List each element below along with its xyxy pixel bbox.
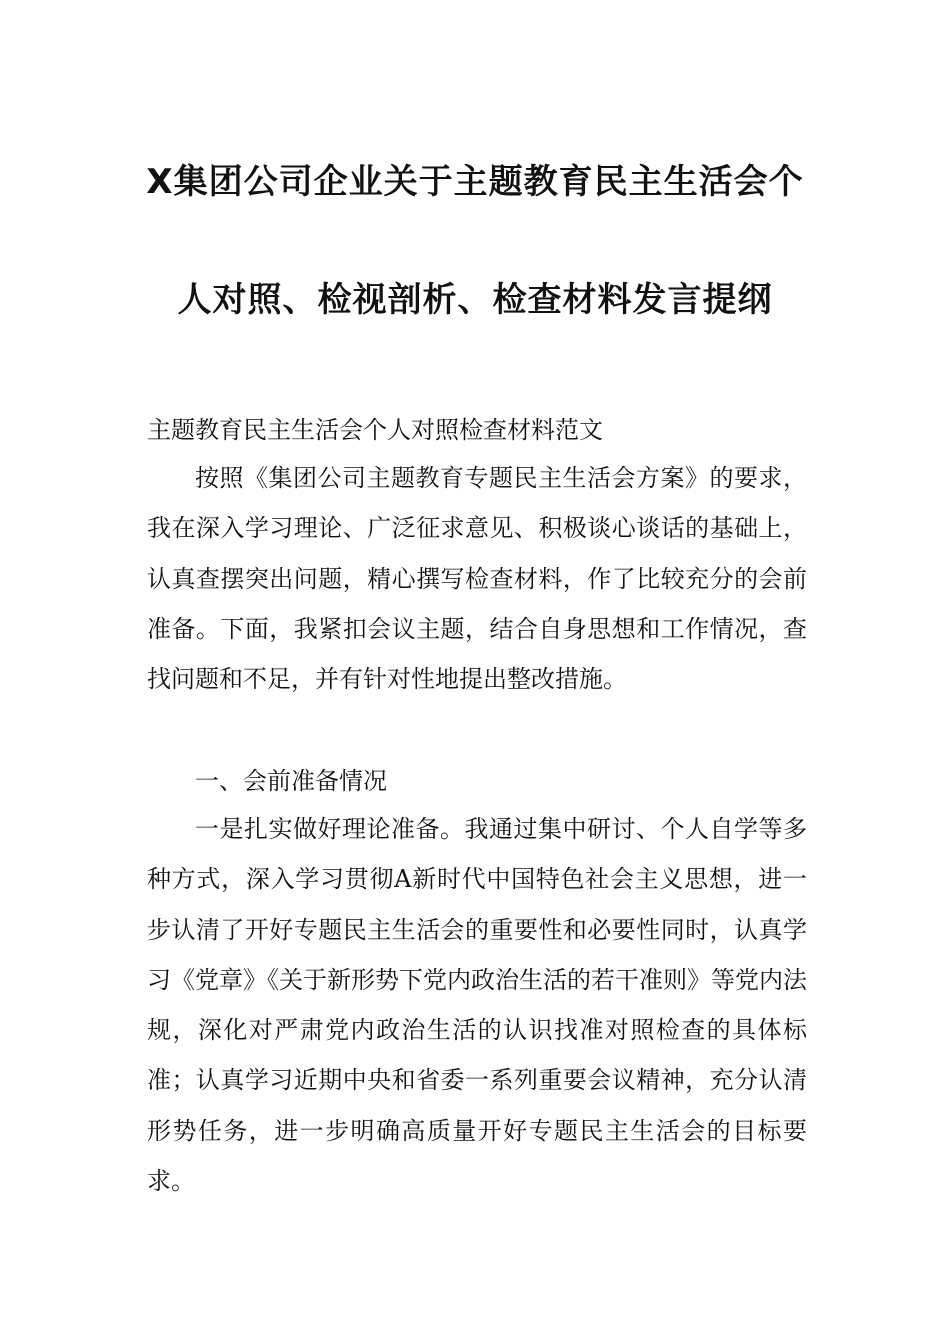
paragraph-intro-text: 按照《集团公司主题教育专题民主生活会方案》的要求，我在深入学习理论、广泛征求意见、积极谈心谈话的基础上，认真查摆突出问题，精心撰写检查材料，作了比较充分的会前准备。下面，我紧扣会议主题，结合自身思想和工作情况，查找问题和不足，并有针对性地提出整改措施。 (147, 464, 807, 694)
section-heading-text: 一、会前准备情况 (195, 767, 387, 795)
paragraph-theory-preparation (147, 804, 807, 1206)
paragraph-theory-preparation-text: 一是扎实做好理论准备。我通过集中研讨、个人自学等多种方式，深入学习贯彻A新时代中国特色社会主义思想，进一步认清了开好专题民主生活会的重要性和必要性同时，认真学习《党章》《关于新形势下党内政治生活的若干准则》等党内法规，深化对严肃党内政治生活的认识找准对照检查的具体标准；认真学习近期中央和省委一系列重要会议精神，充分认清形势任务，进一步明确高质量开好专题民主生活会的目标要求。 (147, 815, 807, 1196)
section-heading (147, 756, 807, 806)
document-title-line-1: X集团公司企业关于主题教育民主生活会个 (146, 162, 804, 202)
paragraph-intro (147, 453, 807, 704)
document-title-line-2: 人对照、检视剖析、检查材料发言提纲 (177, 280, 773, 320)
document-subtitle: 主题教育民主生活会个人对照检查材料范文 (147, 416, 603, 444)
